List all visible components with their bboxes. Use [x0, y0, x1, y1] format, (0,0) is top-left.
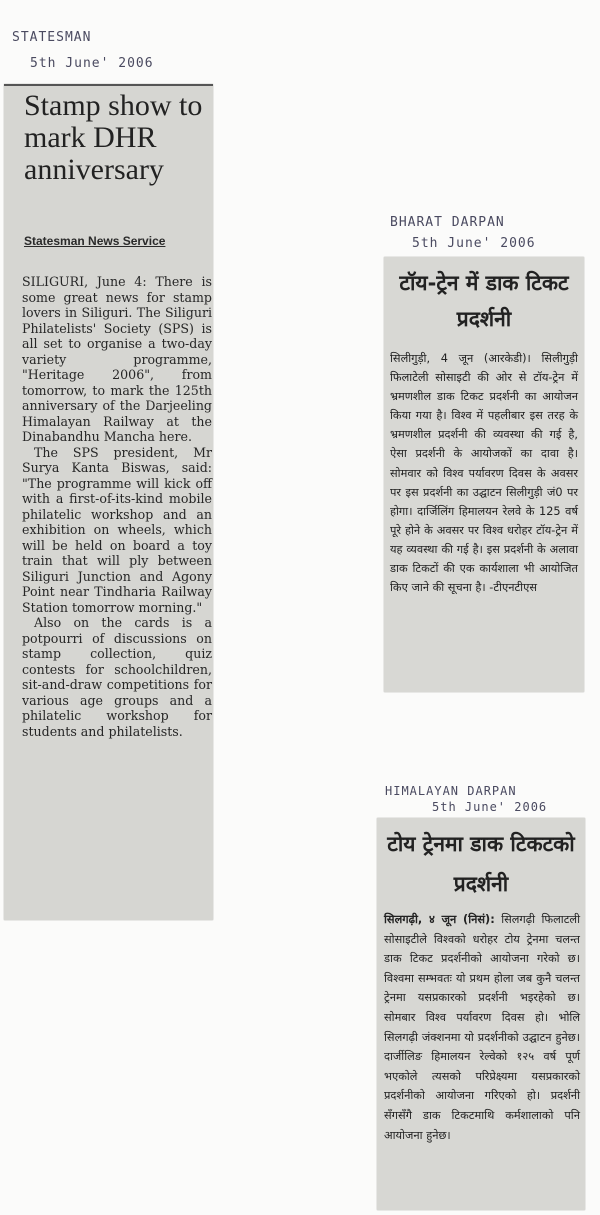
bharat-date-note: 5th June' 2006	[412, 236, 536, 251]
himalayan-article-body	[384, 910, 580, 1145]
statesman-headline: Stamp show to mark DHR anniversary	[24, 89, 203, 186]
himalayan-date-note: 5th June' 2006	[432, 800, 548, 814]
statesman-source-note: STATESMAN	[12, 30, 92, 45]
himalayan-darpan-clipping	[377, 818, 585, 1210]
paragraph-1: SILIGURI, June 4: There is some great news for stamp lovers in Siliguri. The Siliguri Philatelists' Society (SPS) is all set to organise a two-day variety programme, "Heritage 2006", from tomorrow, to mark the 125th anniversary of the Darjeeling Himalayan Railway at the Dinabandhu Mancha here.	[22, 274, 212, 444]
bharat-article-body: सिलीगुड़ी, 4 जून (आरकेडी)। सिलीगुड़ी फिलाटेली सोसाइटी की ओर से टॉय-ट्रेन में भ्रमणशील डाक टिकट प्रदर्शनी का आयोजन किया गया है। विश्व में पहलीबार इस तरह के भ्रमणशील प्रदर्शनी की व्यवस्था की गई है, ऐसा प्रदर्शनी के आयोजकों का दावा है। सोमवार को विश्व पर्यावरण दिवस के अवसर पर इस प्रदर्शनी का उद्घाटन सिलीगुड़ी जं0 पर होगा। दार्जिलिंग हिमालयन रेलवे के 125 वर्ष पूरे होने के अवसर पर विश्व धरोहर टॉय-ट्रेन में यह व्यवस्था की गई है। इस प्रदर्शनी के अलावा डाक टिकटों की एक कार्यशाला भी आयोजित किए जाने की सूचना है। -टीएनटीएस	[390, 352, 578, 595]
himalayan-source-note: HIMALAYAN DARPAN	[385, 784, 517, 798]
himalayan-dateline: सिलगढ़ी, ४ जून (निसं):	[384, 913, 495, 926]
himalayan-body-text: सिलगढ़ी फिलाटली सोसाइटीले विश्वको धरोहर टोय ट्रेनमा चलन्त डाक टिकट प्रदर्शनीको आयोजना गरेको छ। विश्वमा सम्भवतः यो प्रथम होला जब कुनै चलन्त ट्रेनमा यसप्रकारको प्रदर्शनी भइरहेको छ। सोमबार विश्व पर्यावरण दिवस हो। भोलि सिलगढ़ी जंक्शनमा यो प्रदर्शनीको उद्घाटन हुनेछ। दार्जीलिङ हिमालयन रेल्वेको १२५ वर्ष पूर्ण भएकोले त्यसको परिप्रेक्ष्यमा यसप्रकारको प्रदर्शनीको आयोजना गरिएको हो। प्रदर्शनी सँगसँगै डाक टिकटमाथि कर्मशालाको पनि आयोजना हुनेछ।	[384, 913, 581, 1142]
top-rule	[4, 84, 213, 86]
statesman-article-body	[22, 274, 212, 739]
bharat-source-note: BHARAT DARPAN	[390, 215, 505, 230]
paragraph-3: Also on the cards is a potpourri of discussions on stamp collection, quiz contests for schoolchildren, sit-and-draw competitions for various age groups and a philatelic workshop for students and philatelists.	[22, 615, 212, 739]
paragraph-2: The SPS president, Mr Surya Kanta Biswas, said: "The programme will kick off with a first-of-its-kind mobile philatelic workshop and an exhibition on wheels, which will be held on board a toy train that will ply between Siliguri Junction and Agony Point near Tindharia Railway Station tomorrow morning."	[22, 444, 212, 615]
statesman-byline: Statesman News Service	[24, 234, 166, 248]
statesman-clipping	[4, 84, 213, 920]
himalayan-headline: टोय ट्रेनमा डाक टिकटको प्रदर्शनी	[387, 832, 575, 896]
bharat-headline: टॉय-ट्रेन में डाक टिकट प्रदर्शनी	[399, 271, 569, 331]
statesman-date-note: 5th June' 2006	[30, 56, 154, 71]
bharat-darpan-clipping	[384, 257, 584, 692]
